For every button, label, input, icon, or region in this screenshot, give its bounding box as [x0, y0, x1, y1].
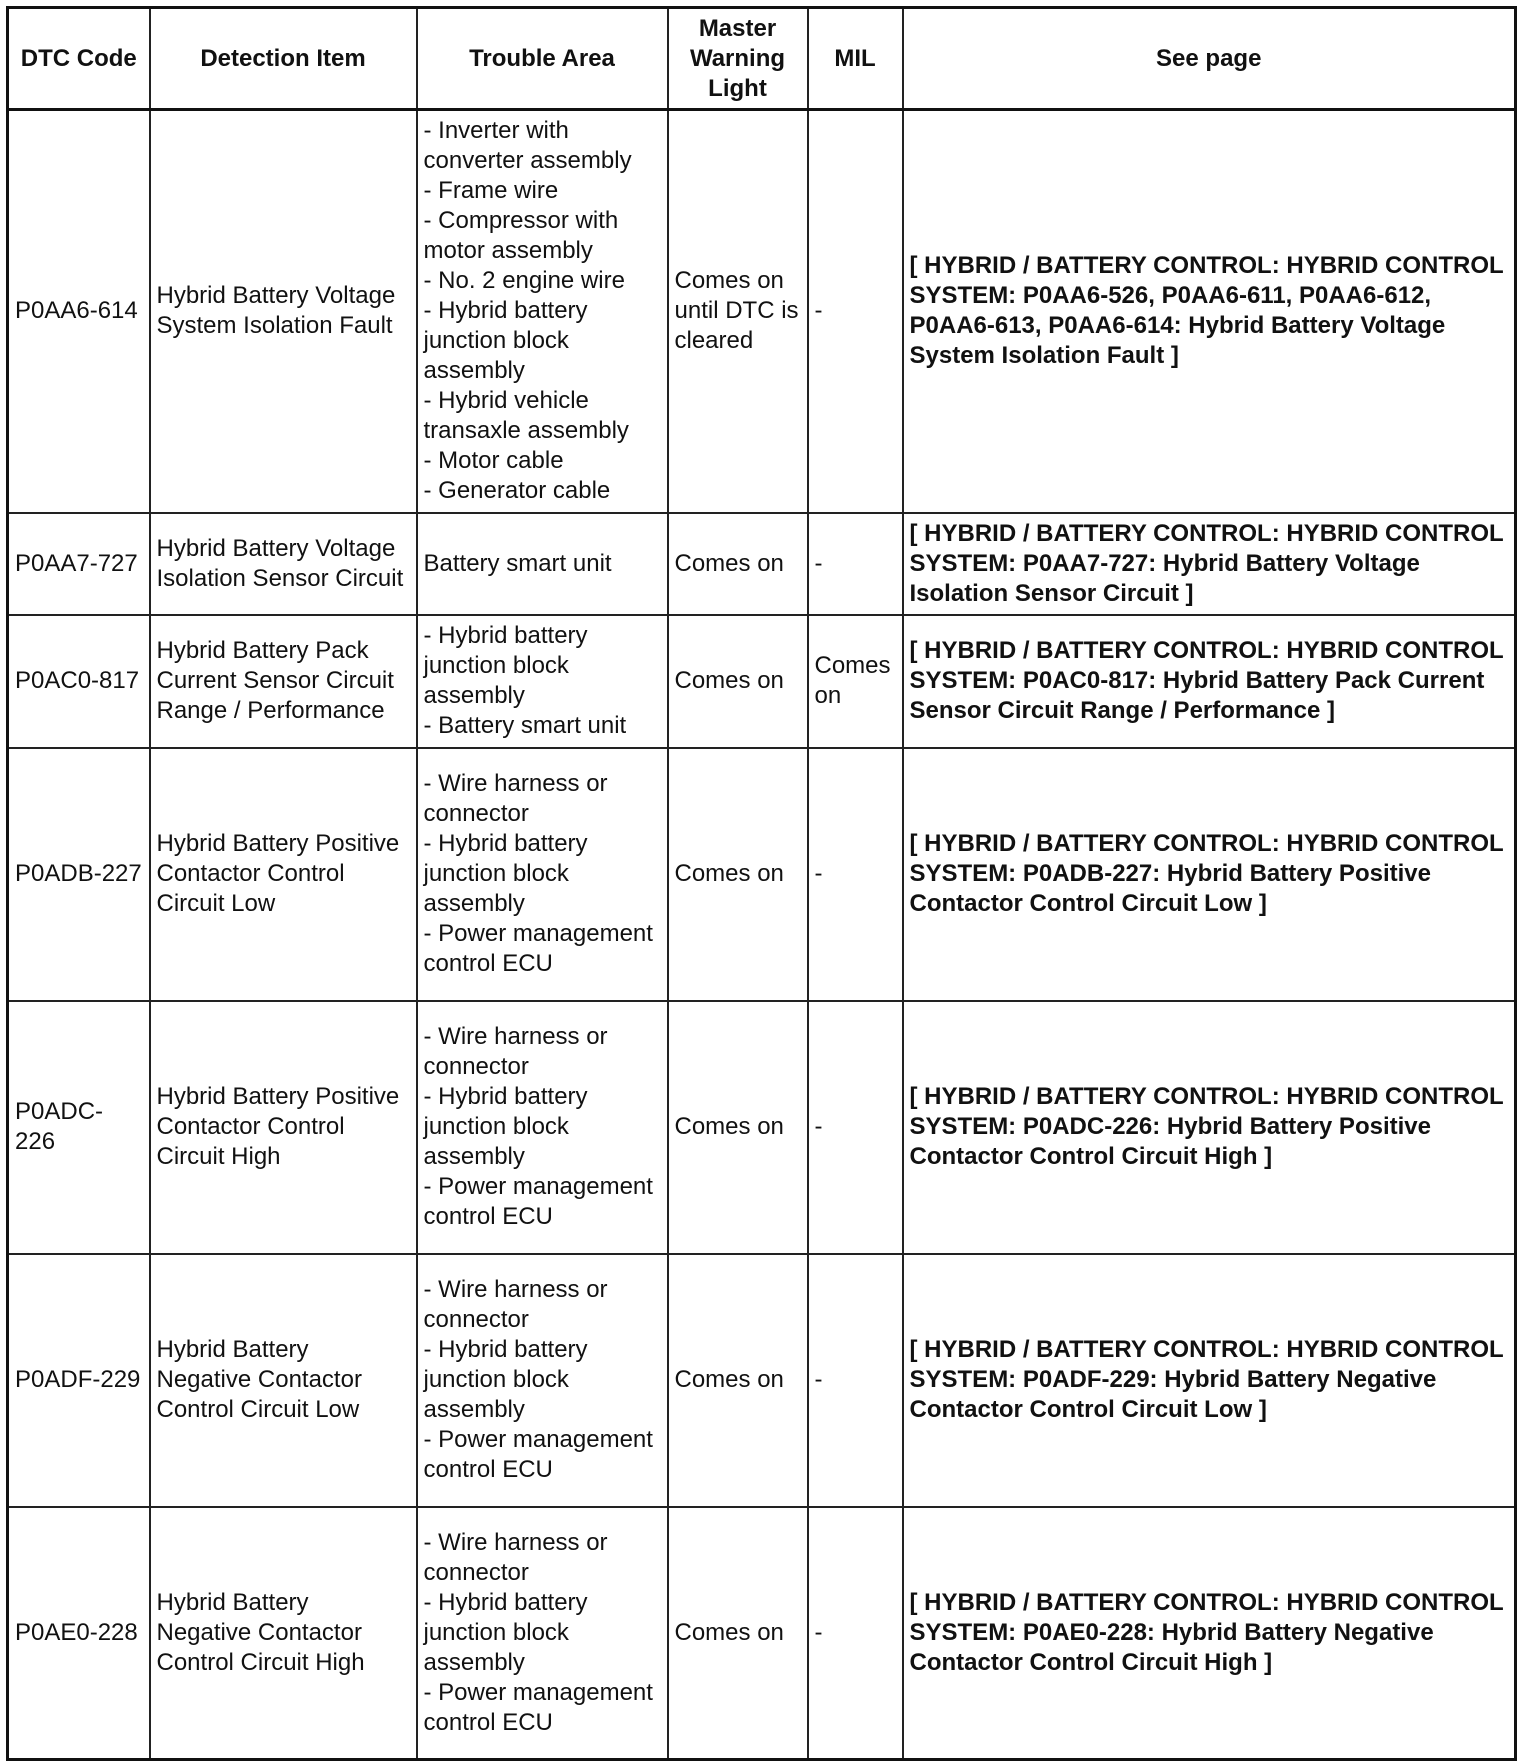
detection-item-cell: Hybrid Battery Voltage System Isolation Fault [150, 110, 417, 513]
trouble-area-cell [417, 110, 668, 513]
see-page-cell: [ HYBRID / BATTERY CONTROL: HYBRID CONTROL SYSTEM: P0ADB-227: Hybrid Battery Positive Contactor Control Circuit Low ] [903, 748, 1516, 1001]
trouble-area-item: - Power management control ECU [423, 920, 653, 977]
trouble-area-item: - Hybrid battery junction block assembly [423, 1336, 588, 1423]
trouble-area-item: - No. 2 engine wire [423, 267, 625, 295]
mil-cell: - [808, 1254, 903, 1507]
mil-cell: - [808, 1001, 903, 1254]
trouble-area-item: - Wire harness or connector [423, 1276, 608, 1333]
table-row [8, 748, 1516, 1001]
header-mil: MIL [808, 8, 903, 110]
detection-item-cell: Hybrid Battery Positive Contactor Control Circuit Low [150, 748, 417, 1001]
trouble-area-item: - Battery smart unit [423, 712, 627, 739]
table-row [8, 615, 1516, 748]
header-see-page: See page [903, 8, 1516, 110]
master-warning-light-cell: Comes on [668, 1001, 808, 1254]
trouble-area-cell [417, 1254, 668, 1507]
see-page-cell: [ HYBRID / BATTERY CONTROL: HYBRID CONTROL SYSTEM: P0AC0-817: Hybrid Battery Pack Current Sensor Circuit Range / Performance ] [903, 615, 1516, 748]
trouble-area-item: - Wire harness or connector [423, 1528, 608, 1586]
dtc-table [6, 6, 1517, 1761]
trouble-area-item: - Power management control ECU [423, 1426, 653, 1483]
trouble-area-item: - Wire harness or connector [423, 770, 608, 827]
trouble-area-item: - Power management control ECU [423, 1173, 653, 1230]
mil-cell: - [808, 110, 903, 513]
trouble-area-item: - Wire harness or connector [423, 1023, 608, 1080]
trouble-area-item: - Hybrid battery junction block assembly [423, 297, 588, 385]
master-warning-light-cell: Comes on [668, 1254, 808, 1507]
trouble-area-cell [417, 615, 668, 748]
master-warning-light-cell: Comes on [668, 615, 808, 748]
master-warning-light-cell: Comes on [668, 513, 808, 615]
header-dtc-code: DTC Code [8, 8, 150, 110]
see-page-cell: [ HYBRID / BATTERY CONTROL: HYBRID CONTROL SYSTEM: P0AA7-727: Hybrid Battery Voltage Isolation Sensor Circuit ] [903, 513, 1516, 615]
detection-item-cell: Hybrid Battery Pack Current Sensor Circuit Range / Performance [150, 615, 417, 748]
trouble-area-item: - Hybrid battery junction block assembly [423, 622, 588, 709]
table-row [8, 1507, 1516, 1760]
dtc-code-cell: P0ADC-226 [8, 1001, 150, 1254]
mil-cell: Comes on [808, 615, 903, 748]
trouble-area-item: - Generator cable [423, 477, 611, 505]
dtc-code-cell: P0AC0-817 [8, 615, 150, 748]
trouble-area-item: - Hybrid battery junction block assembly [423, 1083, 588, 1170]
master-warning-light-cell: Comes on until DTC is cleared [668, 110, 808, 513]
dtc-code-cell: P0AA6-614 [8, 110, 150, 513]
trouble-area-item: - Power management control ECU [423, 1678, 653, 1736]
mil-cell: - [808, 748, 903, 1001]
trouble-area-item: - Inverter with converter assembly [423, 117, 632, 175]
table-row [8, 110, 1516, 513]
see-page-cell: [ HYBRID / BATTERY CONTROL: HYBRID CONTROL SYSTEM: P0ADF-229: Hybrid Battery Negative Contactor Control Circuit Low ] [903, 1254, 1516, 1507]
detection-item-cell: Hybrid Battery Negative Contactor Control Circuit High [150, 1507, 417, 1760]
table-row [8, 1254, 1516, 1507]
detection-item-cell: Hybrid Battery Negative Contactor Control Circuit Low [150, 1254, 417, 1507]
trouble-area-cell [417, 748, 668, 1001]
master-warning-light-cell: Comes on [668, 748, 808, 1001]
trouble-area-item: - Compressor with motor assembly [423, 207, 619, 265]
master-warning-light-cell: Comes on [668, 1507, 808, 1760]
mil-cell: - [808, 513, 903, 615]
dtc-code-cell: P0ADB-227 [8, 748, 150, 1001]
dtc-code-cell: P0AA7-727 [8, 513, 150, 615]
header-master-warning-light: Master Warning Light [668, 8, 808, 110]
trouble-area-item: - Motor cable [423, 447, 564, 475]
detection-item-cell: Hybrid Battery Positive Contactor Control Circuit High [150, 1001, 417, 1254]
trouble-area-item: - Frame wire [423, 177, 559, 205]
trouble-area-item: - Hybrid battery junction block assembly [423, 830, 588, 917]
see-page-cell: [ HYBRID / BATTERY CONTROL: HYBRID CONTROL SYSTEM: P0AA6-526, P0AA6-611, P0AA6-612, P0AA6-613, P0AA6-614: Hybrid Battery Voltage System Isolation Fault ] [903, 110, 1516, 513]
detection-item-cell: Hybrid Battery Voltage Isolation Sensor Circuit [150, 513, 417, 615]
see-page-cell: [ HYBRID / BATTERY CONTROL: HYBRID CONTROL SYSTEM: P0AE0-228: Hybrid Battery Negative Contactor Control Circuit High ] [903, 1507, 1516, 1760]
header-trouble-area: Trouble Area [417, 8, 668, 110]
table-row [8, 1001, 1516, 1254]
see-page-cell: [ HYBRID / BATTERY CONTROL: HYBRID CONTROL SYSTEM: P0ADC-226: Hybrid Battery Positive Contactor Control Circuit High ] [903, 1001, 1516, 1254]
dtc-code-cell: P0ADF-229 [8, 1254, 150, 1507]
trouble-area-cell [417, 1001, 668, 1254]
table-header-row [8, 8, 1516, 110]
trouble-area-item: - Hybrid battery junction block assembly [423, 1588, 588, 1676]
header-detection-item: Detection Item [150, 8, 417, 110]
mil-cell: - [808, 1507, 903, 1760]
dtc-code-cell: P0AE0-228 [8, 1507, 150, 1760]
trouble-area-cell [417, 513, 668, 615]
trouble-area-cell [417, 1507, 668, 1760]
table-row [8, 513, 1516, 615]
trouble-area-item: - Hybrid vehicle transaxle assembly [423, 387, 629, 445]
trouble-area-item: Battery smart unit [423, 549, 612, 577]
